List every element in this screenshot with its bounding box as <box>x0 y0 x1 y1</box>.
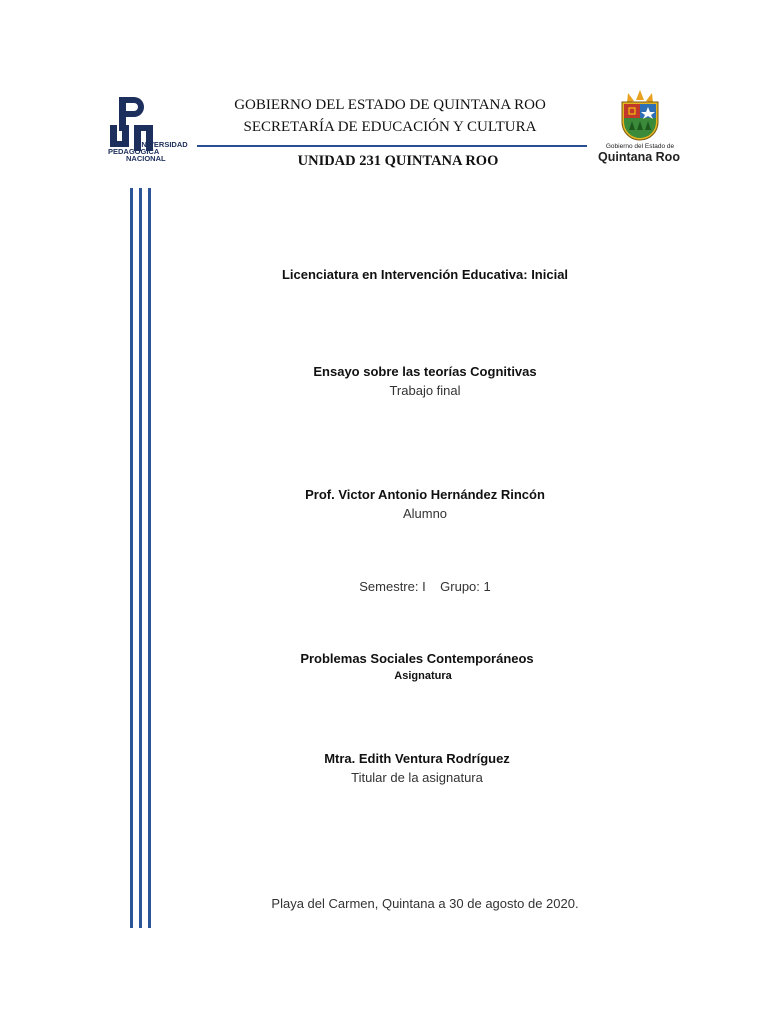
upn-text-2: PEDAGÓGICA <box>108 147 160 156</box>
subject-name: Problemas Sociales Contemporáneos <box>300 651 534 666</box>
group: Grupo: 1 <box>440 579 491 594</box>
vertical-bar-2 <box>139 188 142 928</box>
semester-group <box>220 579 630 594</box>
semester: Semestre: I <box>359 579 426 594</box>
header-line-2: SECRETARÍA DE EDUCACIÓN Y CULTURA <box>243 119 537 135</box>
subject-label: Asignatura <box>394 670 452 682</box>
header-line-1: GOBIERNO DEL ESTADO DE QUINTANA ROO <box>234 97 546 113</box>
header-unit: UNIDAD 231 QUINTANA ROO <box>297 153 499 169</box>
student-role: Alumno <box>402 506 448 521</box>
teacher-role: Titular de la asignatura <box>351 770 483 785</box>
vertical-bar-3 <box>148 188 151 928</box>
teacher-name: Mtra. Edith Ventura Rodríguez <box>324 751 510 766</box>
gov-text-small: Gobierno del Estado de <box>605 143 675 150</box>
header-rule <box>197 145 587 147</box>
gov-text-big: Quintana Roo <box>598 150 680 164</box>
degree-title: Licenciatura en Intervención Educativa: Inicial <box>281 267 569 282</box>
upn-text-3: NACIONAL <box>126 154 166 163</box>
upn-text-1: UNIVERSIDAD <box>136 140 188 149</box>
essay-title: Ensayo sobre las teorías Cognitivas <box>313 364 537 379</box>
essay-subtitle: Trabajo final <box>389 383 461 398</box>
student-name: Prof. Victor Antonio Hernández Rincón <box>305 487 545 502</box>
place-date: Playa del Carmen, Quintana a 30 de agosto de 2020. <box>271 896 579 911</box>
vertical-bar-1 <box>130 188 133 928</box>
